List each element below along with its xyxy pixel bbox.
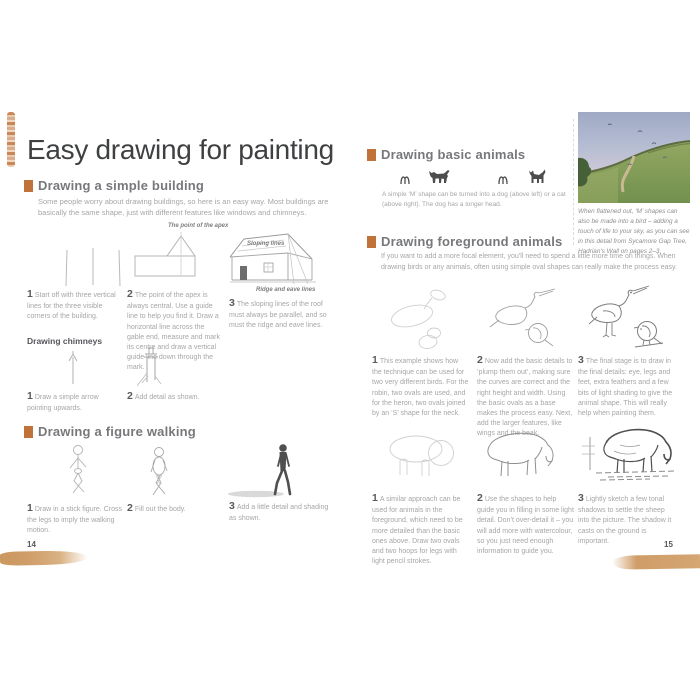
figure-step-1: 1 Draw in a stick figure. Cross the legs to imply the walking motion.: [27, 502, 122, 535]
section-basic-animals-title: Drawing basic animals: [381, 147, 526, 162]
m-shape-icon: [399, 172, 413, 186]
bird-step-3: 3 The final stage is to draw in the final details: eye, legs and feet, extra feathers and a few bits of light shading to give the animal shape. This will really help when painting them.: [578, 354, 673, 417]
building-step-1: 1 Start off with three vertical lines for the three visible corners of the building.: [27, 288, 116, 321]
sheep-step-1: 1 A similar approach can be used for animals in the foreground, which need to be more detailed than the basic ones above. Draw two ovals and two hoops for legs with light pencil strokes.: [372, 492, 463, 565]
section-building: [24, 178, 204, 193]
watercolour-detail-image: [578, 112, 690, 203]
label-point-of-apex: The point of the apex: [168, 223, 229, 229]
sketch-sheep-finished: [580, 421, 680, 483]
chimney-step-1: 1 Draw a simple arrow pointing upwards.: [27, 390, 99, 413]
sketch-bird-finished: [585, 283, 670, 350]
building-intro: Some people worry about drawing buildings, so here is an easy way. Most buildings are basically the same shape, just with different features like windows and chimneys.: [38, 197, 329, 218]
sketch-house-outline: [131, 230, 211, 280]
sketch-filled-figure: [143, 446, 177, 498]
section-foreground-animals-title: Drawing foreground animals: [381, 234, 563, 249]
dog-silhouette: [428, 169, 454, 186]
section-bullet-icon: [24, 426, 33, 438]
cat-silhouette: [527, 169, 549, 186]
page-number-right: 15: [664, 540, 673, 549]
section-foreground-animals: [367, 234, 562, 249]
building-step-3: 3 The sloping lines of the roof must always be parallel, and so must the ridge and eave lines.: [229, 297, 327, 330]
foreground-intro: If you want to add a more focal element, you’ll need to spend a little more time on things. When drawing birds or any animals, often using simple oval shapes can really make the process easy.: [381, 253, 677, 271]
sketch-three-vertical-lines: [58, 245, 126, 290]
sheep-step-2: 2 Use the shapes to help guide you in filling in some light detail. Don’t over-detail it – you will add more with watercolour, so you just need enough information to guide you.: [477, 492, 574, 555]
bird-step-1: 1 This example shows how the technique can be used for two very different birds. For the robin, two ovals are used, and for the heron, two ovals joined by an ‘S’ shape for the neck.: [372, 354, 469, 417]
figure-step-3: 3 Add a little detail and shading as shown.: [229, 500, 329, 523]
sketch-bird-ovals: [382, 285, 457, 350]
m-shape-icon: [497, 172, 511, 186]
section-bullet-icon: [367, 149, 376, 161]
label-sloping-lines: Sloping lines: [247, 241, 285, 247]
basic-animals-caption: A simple ‘M’ shape can be turned into a dog (above left) or a cat (above right). The dog has a longer head.: [382, 191, 566, 209]
sketch-cottage: [228, 224, 318, 288]
section-building-title: Drawing a simple building: [38, 178, 205, 193]
label-ridge-eave-lines: Ridge and eave lines: [256, 287, 316, 293]
photo-caption: When flattened out, ‘M’ shapes can also be made into a bird – adding a touch of life to your sky, as you can see in this detail from Sycamore Gap Tree, Hadrian’s Wall on pages 2–3.: [578, 208, 690, 255]
sketch-bird-outlines: [483, 285, 563, 350]
chimneys-subhead: Drawing chimneys: [27, 336, 103, 346]
building-step-2: 2 The point of the apex is always central. Use a guide line to help you find it. Draw a horizontal line across the gable end, measure and mark its centre and draw a vertical guide line down through the mark.: [127, 288, 220, 372]
column-divider: [573, 119, 574, 245]
page-number-left: 14: [27, 540, 36, 549]
section-figure-title: Drawing a figure walking: [38, 424, 196, 439]
section-figure-walking: [24, 424, 196, 439]
section-bullet-icon: [24, 180, 33, 192]
section-bullet-icon: [367, 236, 376, 248]
sketch-sheep-outline: [480, 425, 565, 480]
chimney-step-2: 2 Add detail as shown.: [127, 390, 200, 402]
page-title: Easy drawing for painting: [27, 134, 334, 165]
section-basic-animals: [367, 147, 525, 162]
sketch-detailed-figure: [226, 441, 322, 501]
sketch-sheep-ovals: [382, 428, 460, 480]
brush-stroke-left-edge: [7, 112, 15, 167]
sketch-chimney-detail: [130, 345, 170, 387]
sheep-step-3: 3 Lightly sketch a few tonal shadows to settle the sheep into the picture. The shadow it casts on the ground is important.: [578, 492, 672, 545]
sketch-stick-figure: [58, 443, 100, 497]
sketch-chimney-arrow: [62, 349, 84, 387]
brush-stroke-bottom-right: [612, 554, 700, 570]
bird-step-2: 2 Now add the basic details to ‘plump them out’, making sure the curves are correct and the right height and width. Using the basic ovals as a base makes the process easy. Next, add the larger features, like wings and the beak.: [477, 354, 573, 438]
figure-step-2: 2 Fill out the body.: [127, 502, 186, 514]
brush-stroke-bottom-left: [0, 550, 88, 566]
